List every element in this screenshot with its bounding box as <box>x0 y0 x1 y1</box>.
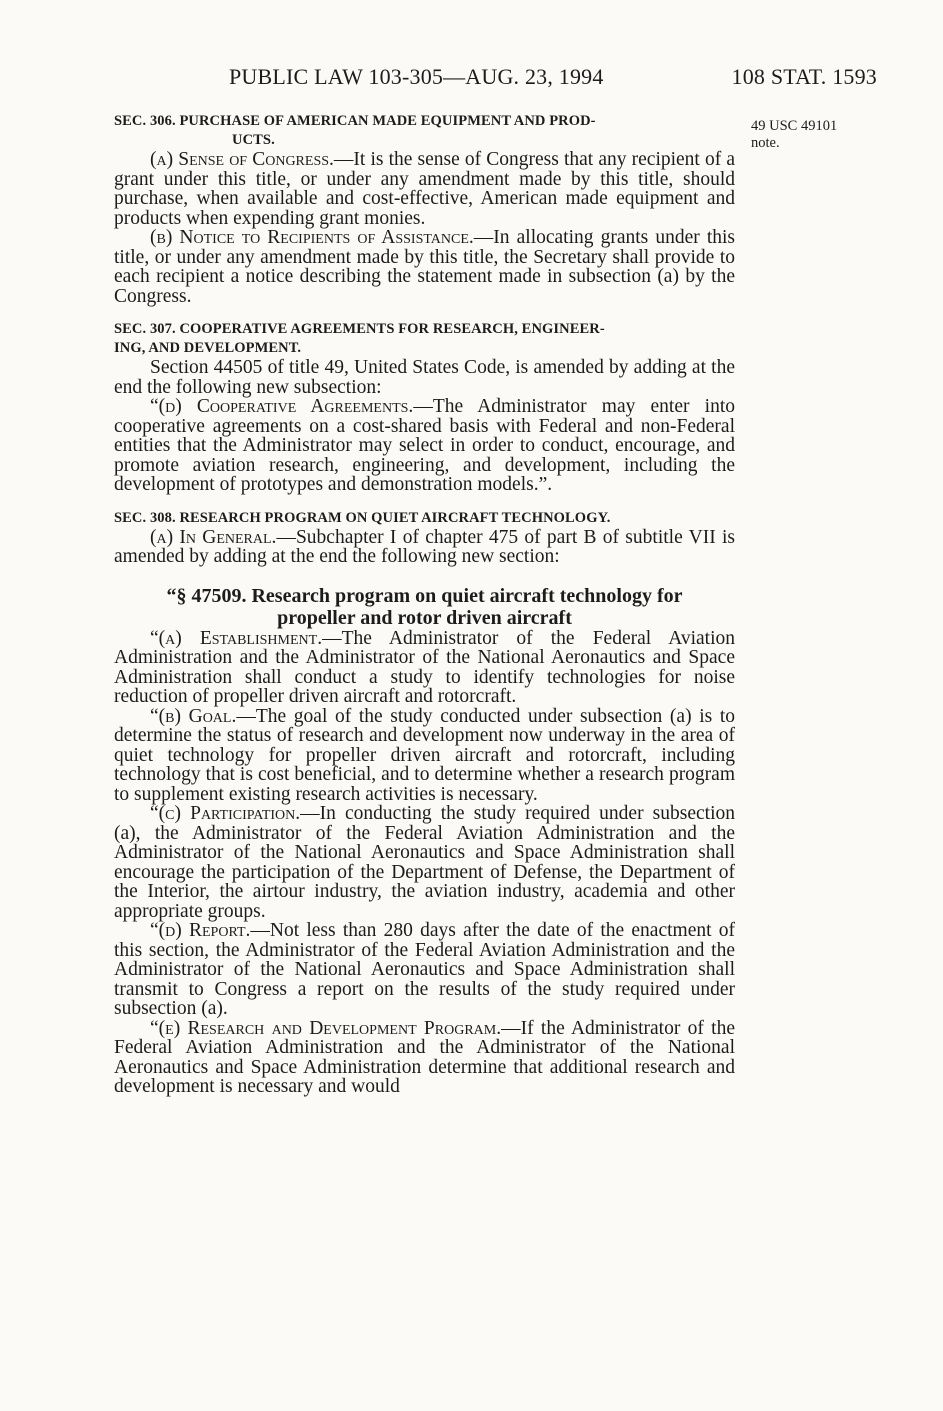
margin-note-suffix: note. <box>751 135 780 151</box>
section-307-paragraph-d <box>114 397 735 495</box>
section-47509-paragraph-e <box>114 1019 735 1097</box>
header-title: PUBLIC LAW 103-305—AUG. 23, 1994 <box>229 64 604 89</box>
margin-note <box>751 118 871 152</box>
section-47509-paragraph-b <box>114 707 735 805</box>
section-47509-heading-line2: propeller and rotor driven aircraft <box>277 606 572 629</box>
section-306-b-label: (b) Notice to Recipients of Assistance. <box>150 227 474 248</box>
section-47509-b-text: —The goal of the study conducted under subsection (a) is to determine the status of research and development now underway in the area of quiet technology for propeller driven aircraft and rotorcraft, including technology that is cost beneficial, and to determine whether a research program to supplement existing research activities is necessary. <box>114 705 735 805</box>
section-47509-paragraph-a <box>114 629 735 707</box>
section-307-heading <box>114 320 735 358</box>
section-47509-e-text: —If the Administrator of the Federal Aviation Administration and the Administrator of the National Aeronautics and Space Administration determine that additional research and development is necessary and would <box>114 1017 736 1097</box>
section-47509-paragraph-d <box>114 921 735 1019</box>
section-307-d-text: —The Administrator may enter into cooperative agreements on a cost-shared basis with Federal and non-Federal entities that the Administrator may select in order to conduct, encourage, and promote aviation research, engineering, and development, including the development of prototypes and demonstration models.”. <box>114 396 735 495</box>
section-307-d-label: “(d) Cooperative Agreements. <box>150 396 414 417</box>
section-308-heading <box>114 509 735 528</box>
section-306-a-text: —It is the sense of Congress that any recipient of a grant under this title, or under any amendment made by this title, should purchase, when available and cost-effective, American made equipment and products when expending grant monies. <box>114 149 736 229</box>
section-47509-heading <box>114 585 735 629</box>
margin-note-citation: 49 USC 49101 <box>751 118 838 134</box>
section-306-a-label: (a) Sense of Congress. <box>150 149 334 170</box>
section-47509-heading-line1: “§ 47509. Research program on quiet aircraft technology for <box>166 584 683 607</box>
section-306-b-text: —In allocating grants under this title, or under any amendment made by this title, the Secretary shall provide to each recipient a notice describing the statement made in subsection (a) by the Congress. <box>114 227 735 307</box>
section-308-paragraph-a <box>114 528 735 567</box>
section-307-heading-line2: ING, AND DEVELOPMENT. <box>114 340 302 356</box>
section-47509-d-label: “(d) Report. <box>150 920 251 941</box>
section-308-a-text: —Subchapter I of chapter 475 of part B of subtitle VII is amended by adding at the end the following new section: <box>114 526 735 567</box>
section-47509-a-label: “(a) Establishment. <box>150 627 323 649</box>
section-47509-paragraph-c <box>114 804 735 921</box>
section-47509-e-label: “(e) Research and Development Program. <box>150 1017 502 1039</box>
section-308-heading-text: SEC. 308. RESEARCH PROGRAM ON QUIET AIRCRAFT TECHNOLOGY. <box>114 509 611 526</box>
section-47509-c-label: “(c) Participation. <box>150 803 301 824</box>
section-307-heading-line1: SEC. 307. COOPERATIVE AGREEMENTS FOR RESEARCH, ENGINEER- <box>114 321 605 337</box>
section-47509-c-text: —In conducting the study required under subsection (a), the Administrator of the Federal Aviation Administration and the Administrator of the National Aeronautics and Space Administration shall encourage the participation of the Department of Defense, the Department of the Interior, the airtour industry, the aviation industry, academia and other appropriate groups. <box>114 803 736 922</box>
section-306-heading <box>114 112 735 150</box>
running-header <box>0 64 943 92</box>
section-47509-b-label: “(b) Goal. <box>150 705 237 727</box>
section-306-heading-line2: UCTS. <box>232 132 275 148</box>
section-47509-a-text: —The Administrator of the Federal Aviation Administration and the Administrator of the National Aeronautics and Space Administration shall conduct a study to identify technologies for noise reduction of propeller driven aircraft and rotorcraft. <box>114 627 735 707</box>
section-307-intro: Section 44505 of title 49, United States Code, is amended by adding at the end the following new subsection: <box>114 357 735 398</box>
section-47509-d-text: —Not less than 280 days after the date of the enactment of this section, the Administrator of the Federal Aviation Administration and the Administrator of the National Aeronautics and Space Administration shall transmit to Congress a report on the results of the study required under subsection (a). <box>114 920 735 1019</box>
section-306-paragraph-a <box>114 150 735 228</box>
section-306-paragraph-b <box>114 228 735 306</box>
section-308-a-label: (a) In General. <box>150 526 277 548</box>
main-text <box>114 112 735 1097</box>
header-stat-page: 108 STAT. 1593 <box>731 64 877 89</box>
section-306-heading-line1: SEC. 306. PURCHASE OF AMERICAN MADE EQUIPMENT AND PROD- <box>114 113 596 129</box>
